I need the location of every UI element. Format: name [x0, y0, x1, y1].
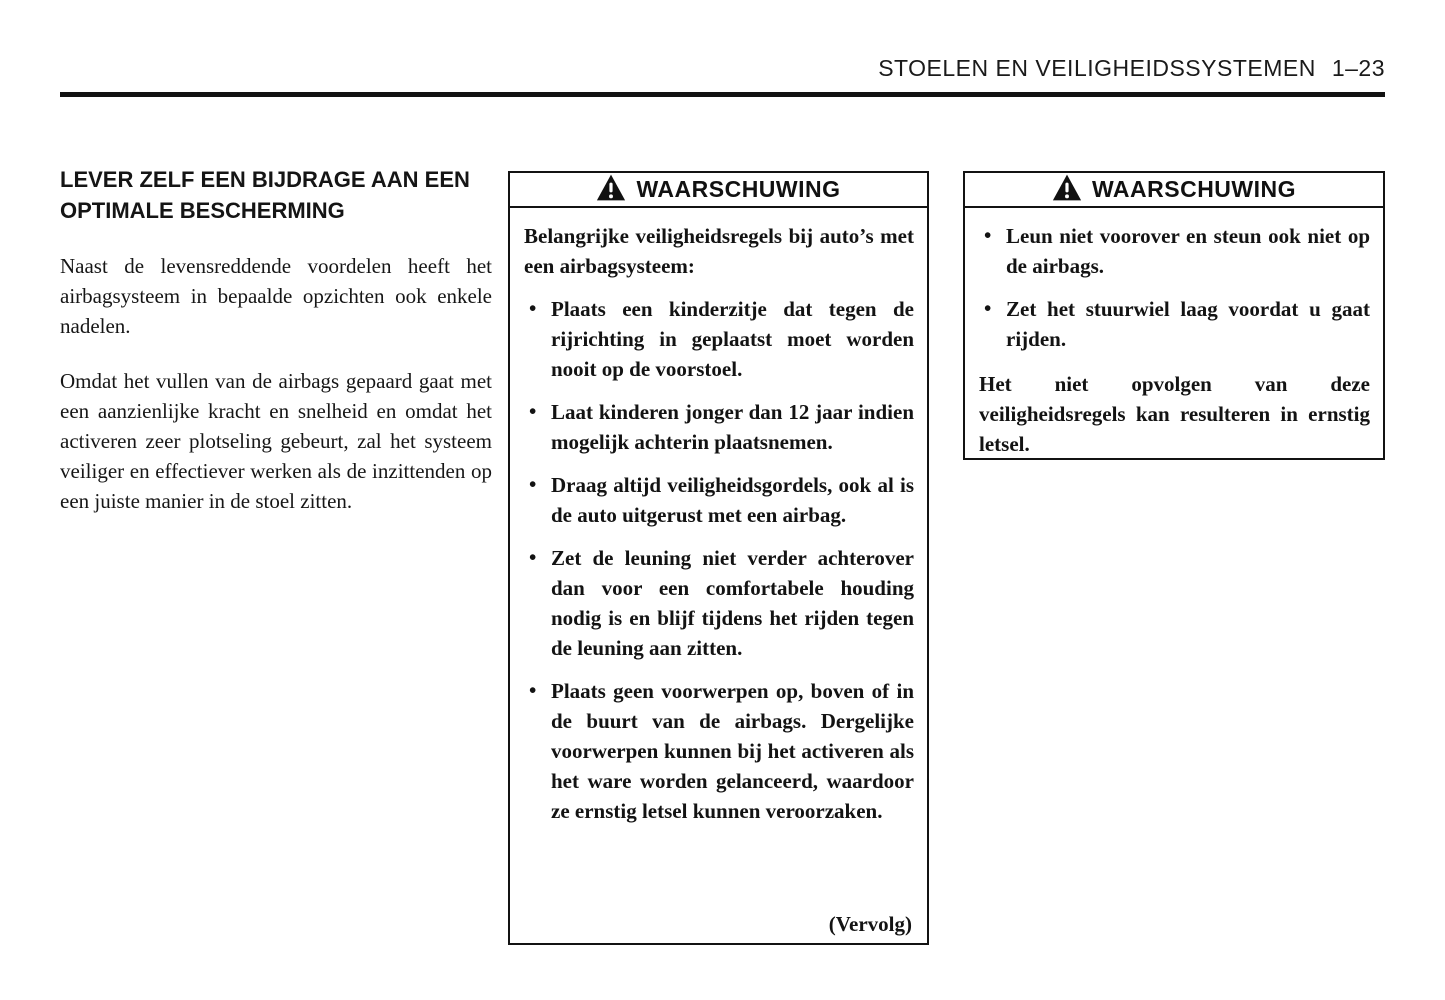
bullet-icon: •: [529, 472, 537, 496]
running-header: [878, 55, 1385, 82]
warning-list-item: [524, 470, 914, 530]
warning-list-text: Laat kinderen jonger dan 12 jaar indien mogelijk achterin plaatsnemen.: [551, 400, 914, 454]
warning-title: WAARSCHUWING: [636, 176, 841, 202]
warning-closing: Het niet opvolgen van deze veiligheidsregels kan resulteren in ernstig letsel.: [979, 372, 1370, 456]
bullet-icon: •: [529, 545, 537, 569]
continuation-note: (Vervolg): [828, 912, 912, 936]
warning-header: [965, 173, 1383, 208]
bullet-icon: •: [984, 296, 992, 320]
warning-list-item: [524, 294, 914, 384]
section-heading-line1: LEVER ZELF EEN BIJDRAGE AAN EEN: [60, 167, 470, 192]
bullet-icon: •: [984, 223, 992, 247]
warning-list-text: Plaats geen voorwerpen op, boven of in de buurt van de airbags. Dergelijke voorwerpen kunnen bij het activeren als het ware worden gelanceerd, waardoor ze ernstig letsel kunnen veroorzaken.: [551, 679, 914, 823]
warning-list: [524, 294, 914, 826]
left-text-column: [60, 164, 492, 516]
warning-list-item: [524, 676, 914, 826]
bullet-icon: •: [529, 399, 537, 423]
warning-list-item: [524, 397, 914, 457]
section-heading: [60, 164, 492, 226]
bullet-icon: •: [529, 678, 537, 702]
warning-list-text: Leun niet voorover en steun ook niet op de airbags.: [1006, 224, 1370, 278]
warning-header: [510, 173, 927, 208]
header-page-number: 1–23: [1331, 55, 1385, 81]
warning-list-text: Zet het stuurwiel laag voordat u gaat rijden.: [1006, 297, 1370, 351]
bullet-icon: •: [529, 296, 537, 320]
warning-list: [979, 221, 1370, 354]
warning-intro: Belangrijke veiligheidsregels bij auto’s met een airbagsysteem:: [524, 224, 914, 278]
warning-triangle-icon: [596, 174, 626, 206]
warning-list-item: [524, 543, 914, 663]
warning-body: [510, 208, 927, 826]
warning-list-text: Plaats een kinderzitje dat tegen de rijrichting in geplaatst moet worden nooit op de voorstoel.: [551, 297, 914, 381]
warning-title: WAARSCHUWING: [1091, 176, 1297, 202]
warning-list-text: Zet de leuning niet verder achterover dan voor een comfortabele houding nodig is en blijf tijdens het rijden tegen de leuning aan zitten.: [551, 546, 914, 660]
body-paragraph: Naast de levensreddende voordelen heeft het airbagsysteem in bepaalde opzichten ook enkele nadelen.: [60, 254, 492, 338]
warning-list-item: [979, 294, 1370, 354]
body-paragraph: Omdat het vullen van de airbags gepaard gaat met een aanzienlijke kracht en snelheid en omdat het activeren zeer plotseling gebeurt, zal het systeem veiliger en effectiever werken als de inzittenden op een juiste manier in de stoel zitten.: [60, 369, 492, 513]
header-rule: [60, 92, 1385, 97]
warning-list-item: [979, 221, 1370, 281]
header-title: STOELEN EN VEILIGHEIDSSYSTEMEN: [878, 55, 1316, 81]
warning-box-posture-rules: [963, 171, 1385, 460]
warning-list-text: Draag altijd veiligheidsgordels, ook al is de auto uitgerust met een airbag.: [551, 473, 914, 527]
warning-triangle-icon: [1052, 174, 1082, 206]
section-heading-line2: OPTIMALE BESCHERMING: [60, 198, 345, 223]
warning-box-airbag-rules: [508, 171, 929, 945]
warning-body: [965, 208, 1383, 459]
